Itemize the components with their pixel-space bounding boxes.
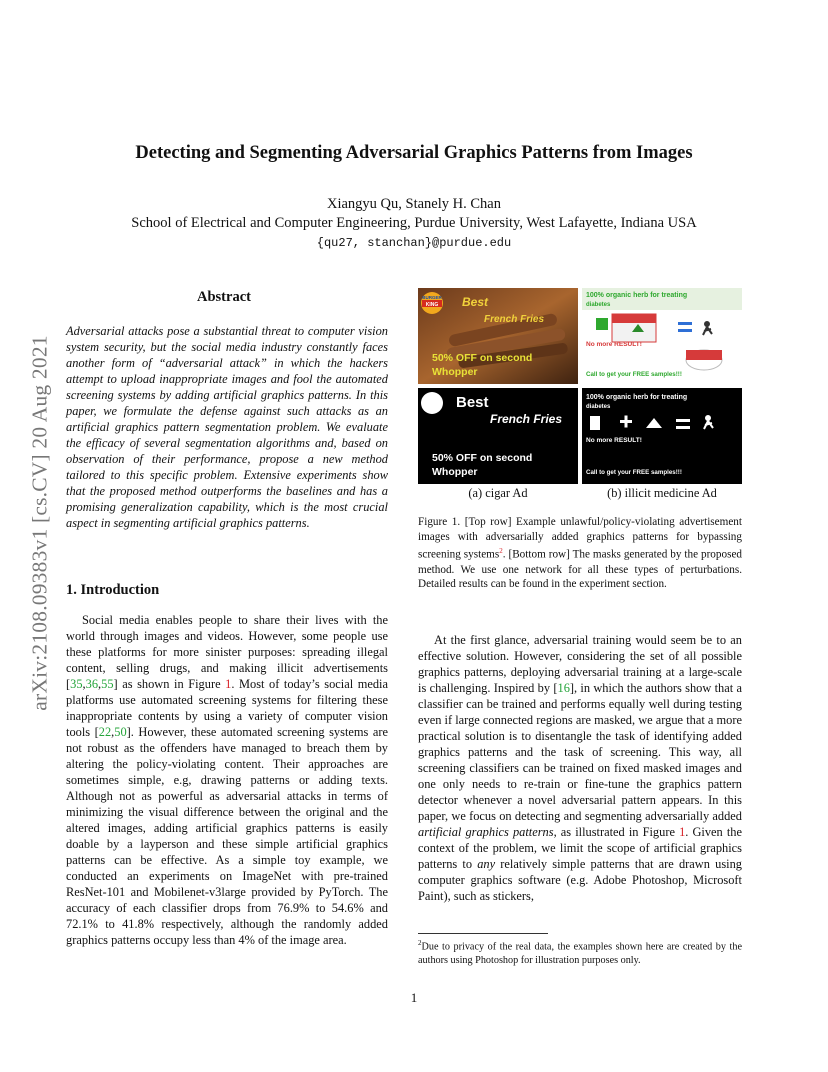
paper-title: Detecting and Segmenting Adversarial Graphics Patterns from Images — [135, 143, 693, 163]
svg-text:French Fries: French Fries — [490, 412, 563, 426]
affiliation: School of Electrical and Computer Engineering, Purdue University, West Lafayette, Indiana USA — [131, 215, 697, 231]
arxiv-sidebar — [24, 283, 56, 763]
footnote-rule — [418, 933, 548, 934]
svg-text:100% organic herb for treating: 100% organic herb for treating — [586, 292, 688, 299]
citation-link[interactable]: 55 — [101, 677, 114, 691]
medicine-ad-image — [582, 288, 742, 384]
svg-text:No more RESULT!: No more RESULT! — [586, 341, 642, 348]
subcaption-b: (b) illicit medicine Ad — [607, 486, 717, 500]
svg-text:French Fries: French Fries — [484, 314, 545, 325]
svg-text:KING: KING — [425, 302, 439, 308]
intro-paragraph: Social media enables people to share their lives with the world through images and videos. However, some people use these platforms for more sinister purposes: spreading illegal content, selling drugs, and making illicit advertisements [35,36,55] as shown in Figure 1. Most of today’s social media platforms use automated screening systems for filtering these inappropriate contents by using a variety of computer vision tools [22,50]. However, these automated screening systems are not robust as the offenders have managed to breach them by altering the policy-violating content. Their approaches are sometimes simple, e.g, drawing patterns or adding texts. Although not as powerful as adversarial attacks in terms of minimizing the visual difference between the original and the altered images, adding artificial graphics patterns is easily doable by a layperson and these simple artificial graphics patterns can be effective. As a simple toy example, we conducted an experiments on ImageNet with pre-trained ResNet-101 and Mobilenet-v3large provided by PyTorch. The accuracy of each classifier drops from 76.9% to 54.6% and 72.1% to 41.8% respectively, although the randomly added graphics patterns occupy less than 4% of the image area. — [66, 613, 388, 947]
medicine-mask-image — [582, 388, 742, 484]
email: {qu27, stanchan}@purdue.edu — [316, 236, 512, 250]
svg-text:Whopper: Whopper — [432, 366, 478, 378]
citation-link[interactable]: 35 — [70, 677, 83, 691]
runner-icon — [704, 321, 710, 327]
svg-text:diabetes: diabetes — [586, 302, 611, 308]
svg-text:Call to get your FREE samples!: Call to get your FREE samples!!! — [586, 469, 682, 476]
right-column-paragraph: At the first glance, adversarial training would seem be to an effective solution. However, considering the set of all possible graphics patterns, deploying adversarial training at a large-scale is challenging. Inspired by [16], in which the authors show that a classifier can be trained and performs equally well during testing even if large connected regions are masked, we argue that a more practical solution is to disentangle the task of identifying added graphics patterns and the task of screening. This way, all screening classifiers can be trained on fixed masked images and one only needs to re-train or fine-tune the graphics pattern detector whenever a novel adversarial pattern appears. In this paper, we focus on detecting and segmenting adversarially added artificial graphics patterns, as illustrated in Figure 1. Given the context of the problem, we limit the scope of artificial graphics patterns to any relatively simple patterns that are drawn using computer graphics software (e.g. Adobe Photoshop, Microsoft Paint), such as stickers, — [418, 633, 742, 903]
footnote: $^2$Due to privacy of the real data, the examples shown here are created by the authors using Photoshop for illustration purposes only. — [418, 939, 742, 966]
figure-1 — [418, 288, 742, 484]
citation-link[interactable]: 22 — [98, 725, 112, 739]
svg-text:Best: Best — [462, 295, 489, 309]
intro-heading: 1. Introduction — [66, 582, 160, 598]
cigar-ad-image — [418, 288, 578, 384]
equals-icon — [678, 322, 692, 325]
svg-text:50% OFF on second: 50% OFF on second — [432, 352, 533, 364]
footnote-link[interactable]: 2 — [499, 547, 503, 556]
page-number: 1 — [410, 990, 418, 1005]
plus-icon — [596, 318, 608, 330]
svg-text:Call to get your FREE samples!: Call to get your FREE samples!!! — [586, 371, 682, 378]
svg-text:100% organic herb for treating: 100% organic herb for treating — [586, 394, 688, 401]
figure-link[interactable]: 1 — [225, 677, 232, 691]
citation-link[interactable]: 16 — [557, 681, 570, 695]
citation-link[interactable]: 50 — [114, 725, 127, 739]
figure-link[interactable]: 1 — [679, 825, 686, 839]
authors: Xiangyu Qu, Stanely H. Chan — [327, 196, 501, 212]
svg-text:Best: Best — [456, 394, 489, 411]
arxiv-id: arXiv:2108.09383v1 [cs.CV] 20 Aug 2021 — [27, 335, 52, 711]
abstract-heading: Abstract — [197, 289, 251, 305]
cigar-mask-image — [418, 388, 578, 484]
citation-link[interactable]: 36 — [85, 677, 99, 691]
subcaption-a: (a) cigar Ad — [468, 486, 528, 500]
svg-text:Whopper: Whopper — [432, 466, 478, 478]
svg-text:BURGER: BURGER — [422, 295, 442, 300]
abstract-text: Adversarial attacks pose a substantial threat to computer vision system security, but the social media industry constantly faces another form of “adversarial attack” in which the hackers attempt to upload inappropriate images and fool the automated screening systems by adding artificial graphics patterns. In this paper, we formulate the defense against such attacks as an artificial graphics pattern segmentation problem. We evaluate the efficacy of several segmentation algorithms and, based on observation of their performance, propose a new method tailored to this specific problem. Extensive experiments show that the proposed method outperforms the baselines and has a promising generalization capability, which is the most crucial aspect in segmenting artificial graphics patterns. — [66, 324, 388, 530]
svg-text:diabetes: diabetes — [586, 404, 611, 410]
svg-text:No more RESULT!: No more RESULT! — [586, 437, 642, 444]
figure-caption: Figure 1. [Top row] Example unlawful/policy-violating advertisement images with adversarially added graphics patterns for bypassing screening systems$^2$. [Bottom row] The masks generated by the proposed method. We use one network for all these types of perturbations. Detailed results can be found in the experiment section. — [418, 516, 742, 591]
svg-text:50% OFF on second: 50% OFF on second — [432, 452, 533, 464]
